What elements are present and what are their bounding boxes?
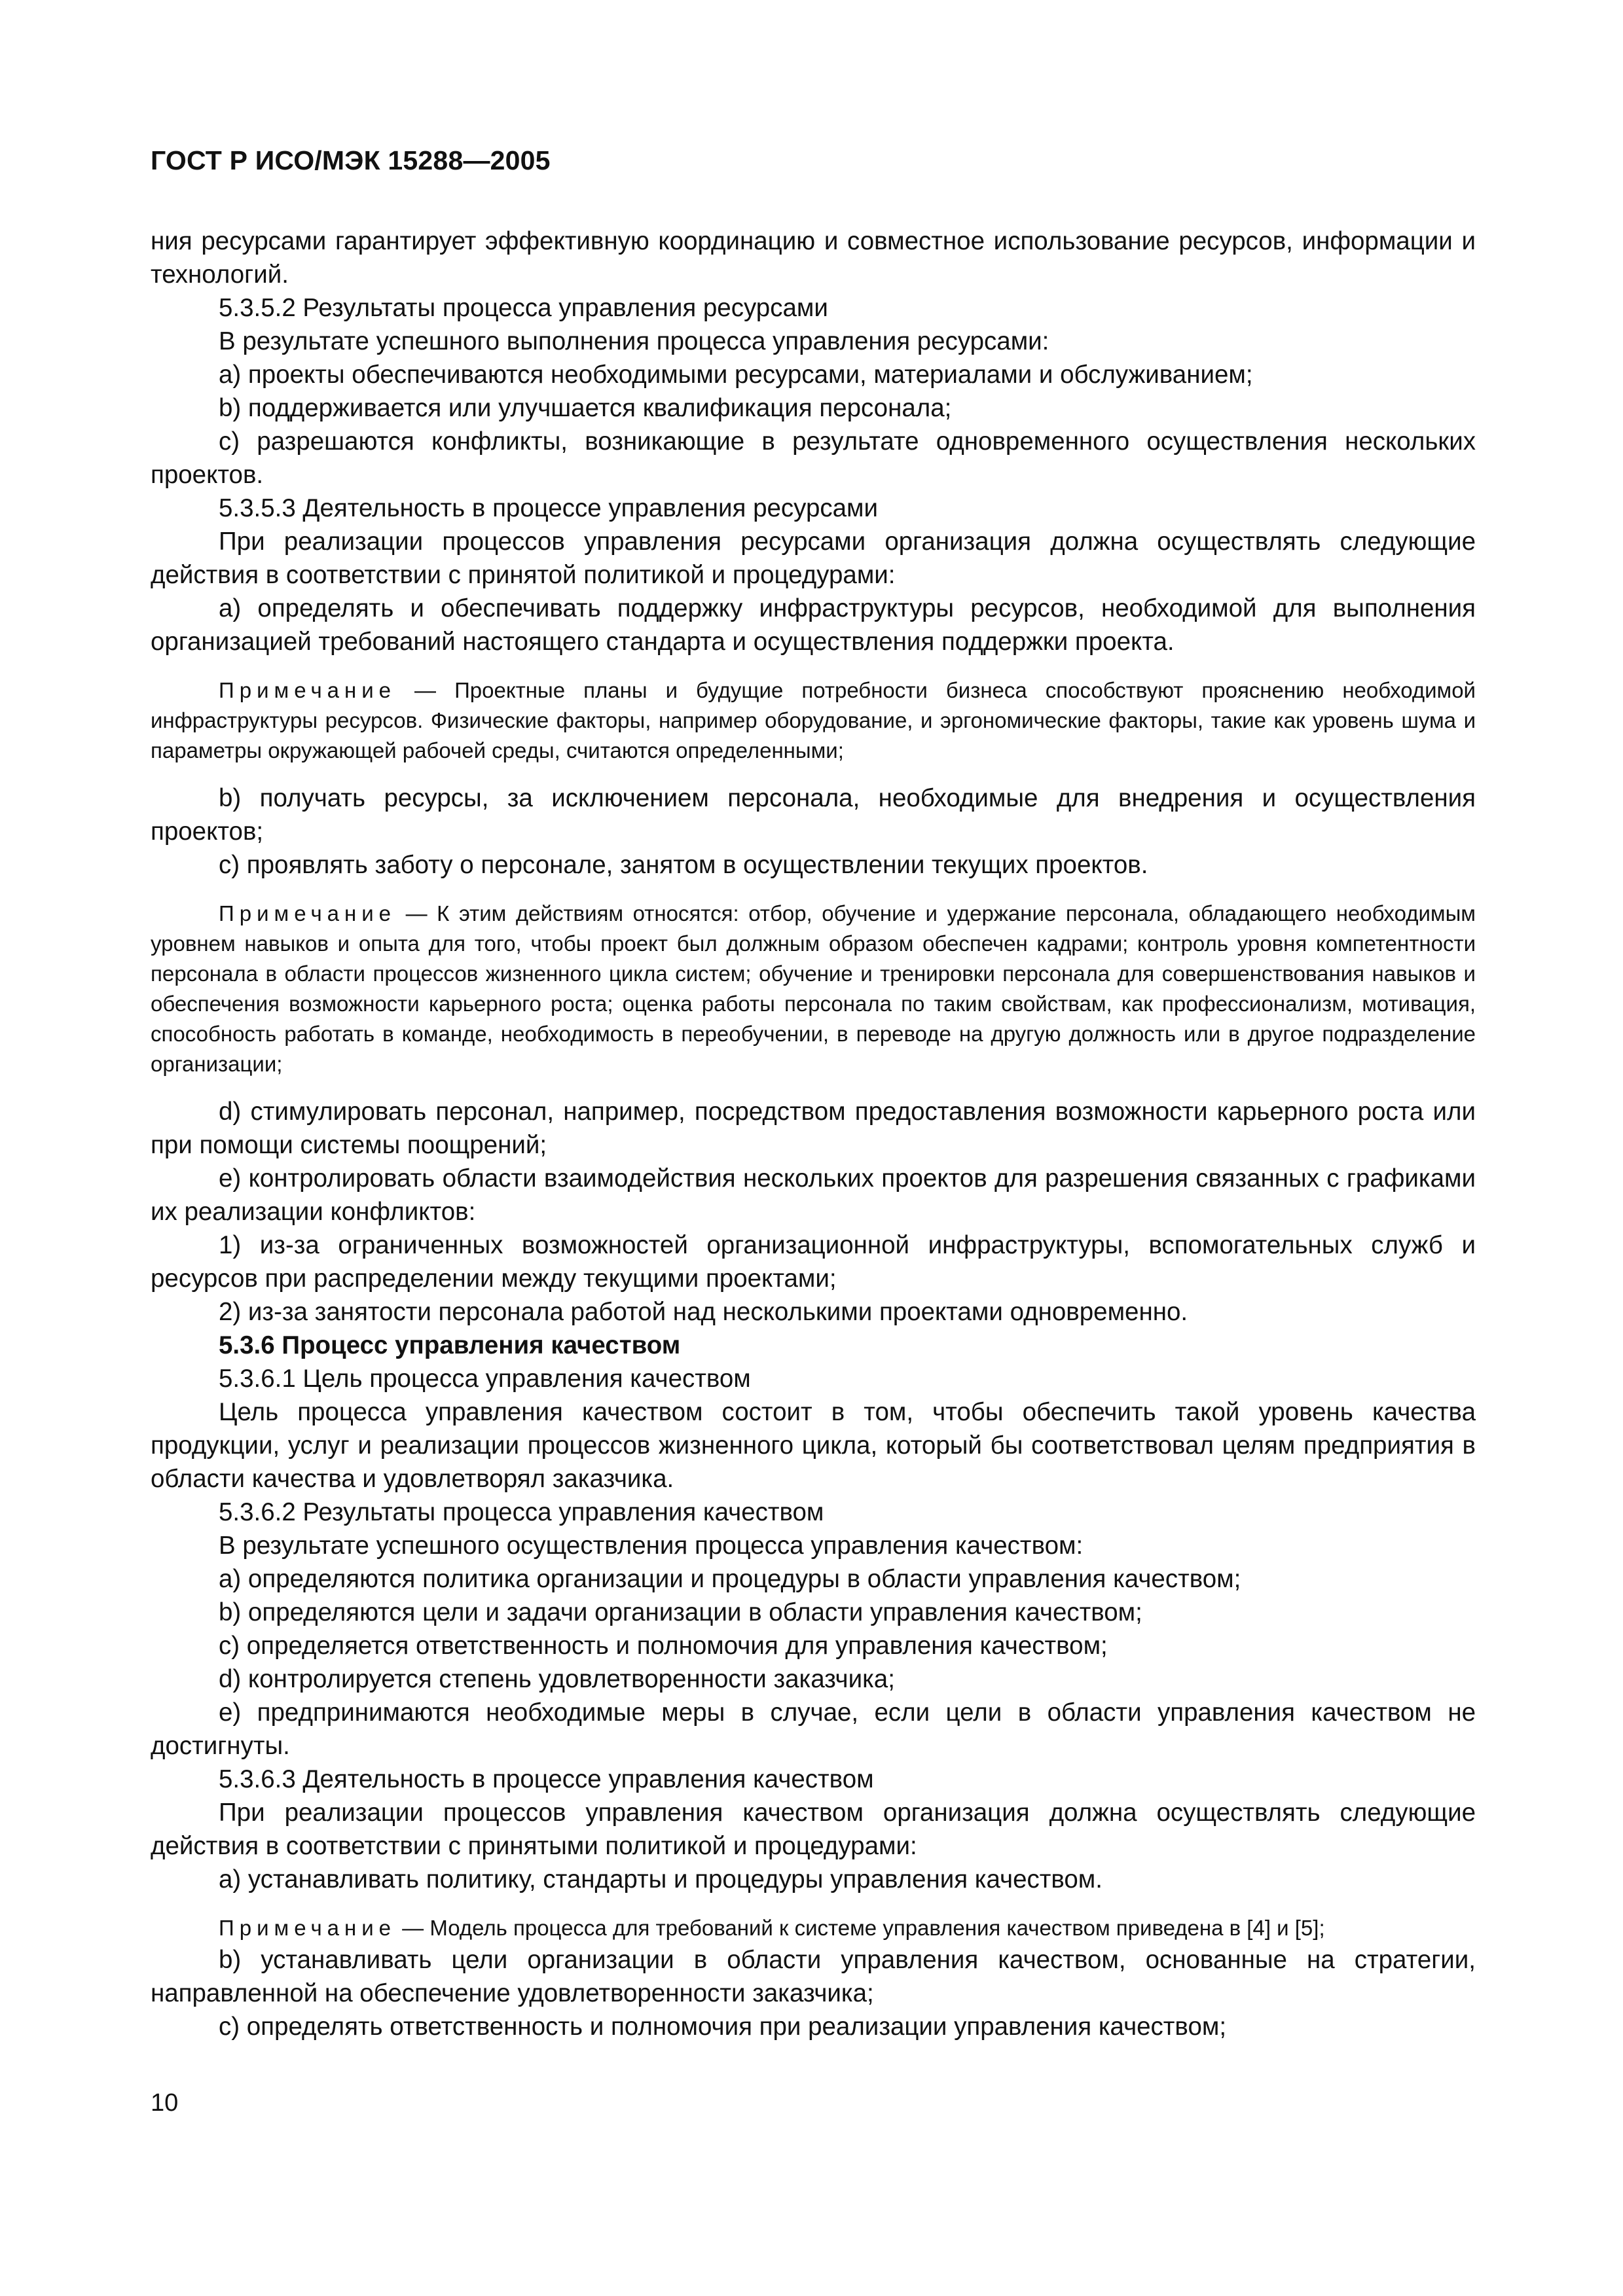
note-label: Примечание [219,1916,397,1940]
paragraph: При реализации процессов управления качеством организация должна осуществлять следующие действия в соответствии с принятыми политикой и процедурами: [151,1799,1476,1860]
list-item: b) определяются цели и задачи организации в области управления качеством; [219,1598,1142,1626]
note-label: Примечание [219,901,397,925]
list-item: e) предпринимаются необходимые меры в случае, если цели в области управления качеством не достигнуты. [151,1698,1476,1760]
note-text: — Модель процесса для требований к системе управления качеством приведена в [4] и [5]; [396,1916,1325,1940]
spacer [151,882,1476,899]
section-heading-5-3-6-2: 5.3.6.2 Результаты процесса управления качеством [219,1498,824,1526]
section-heading-5-3-6-1: 5.3.6.1 Цель процесса управления качеством [219,1365,751,1393]
list-item: d) контролируется степень удовлетворенности заказчика; [219,1665,895,1693]
note [151,675,1476,766]
document-page [151,0,1476,2296]
list-item: c) проявлять заботу о персонале, занятом в осуществлении текущих проектов. [219,851,1148,879]
page-number: 10 [151,2089,179,2117]
list-item: a) устанавливать политику, стандарты и процедуры управления качеством. [219,1865,1103,1893]
paragraph-continuation: ния ресурсами гарантирует эффективную координацию и совместное использование ресурсов, информации и технологий. [151,227,1476,289]
section-heading-5-3-6-3: 5.3.6.3 Деятельность в процессе управления качеством [219,1765,874,1793]
paragraph: Цель процесса управления качеством состоит в том, чтобы обеспечить такой уровень качества продукции, услуг и реализации процессов жизненного цикла, который бы соответствовал целям предприятия в области качества и удовлетворял заказчика. [151,1398,1476,1493]
note [151,899,1476,1079]
list-item: c) разрешаются конфликты, возникающие в результате одновременного осуществления нескольких проектов. [151,427,1476,489]
spacer [151,658,1476,675]
paragraph: В результате успешного осуществления процесса управления качеством: [219,1532,1084,1560]
note [151,1913,1476,1943]
section-heading-5-3-6: 5.3.6 Процесс управления качеством [219,1331,681,1359]
list-item: 2) из-за занятости персонала работой над несколькими проектами одновременно. [219,1298,1188,1326]
list-item: b) получать ресурсы, за исключением персонала, необходимые для внедрения и осуществления проектов; [151,784,1476,846]
list-item: a) проекты обеспечиваются необходимыми ресурсами, материалами и обслуживанием; [219,361,1253,389]
spacer [151,1079,1476,1095]
document-body [151,224,1476,2043]
list-item: e) контролировать области взаимодействия нескольких проектов для разрешения связанных с графиками их реализации конфликтов: [151,1164,1476,1226]
note-label: Примечание [219,678,397,702]
list-item: c) определяется ответственность и полномочия для управления качеством; [219,1632,1108,1660]
section-heading-5-3-5-2: 5.3.5.2 Результаты процесса управления ресурсами [219,294,828,322]
section-heading-5-3-5-3: 5.3.5.3 Деятельность в процессе управления ресурсами [219,494,879,522]
paragraph: В результате успешного выполнения процесса управления ресурсами: [219,327,1049,355]
list-item: a) определять и обеспечивать поддержку инфраструктуры ресурсов, необходимой для выполнения организацией требований настоящего стандарта и осуществления поддержки проекта. [151,594,1476,656]
paragraph: При реализации процессов управления ресурсами организация должна осуществлять следующие действия в соответствии с принятой политикой и процедурами: [151,528,1476,589]
list-item: c) определять ответственность и полномочия при реализации управления качеством; [219,2013,1227,2041]
document-header-title: ГОСТ Р ИСО/МЭК 15288—2005 [151,145,551,175]
list-item: d) стимулировать персонал, например, посредством предоставления возможности карьерного роста или при помощи системы поощрений; [151,1098,1476,1159]
list-item: a) определяются политика организации и процедуры в области управления качеством; [219,1565,1241,1593]
list-item: b) поддерживается или улучшается квалификация персонала; [219,394,952,422]
note-text: — К этим действиям относятся: отбор, обучение и удержание персонала, обладающего необходимым уровнем навыков и опыта для того, чтобы проект был должным образом обеспечен кадрами; контроль уровня компетентности персонала в области процессов жизненного цикла систем; обучение и тренировки персонала для совершенствования навыков и обеспечения возможности карьерного роста; оценка работы персонала по таким свойствам, как профессионализм, мотивация, способность работать в команде, необходимость в переобучении, в переводе на другую должность или в другое подразделение организации; [151,901,1476,1076]
list-item: 1) из-за ограниченных возможностей организационной инфраструктуры, вспомогательных служб и ресурсов при распределении между текущими проектами; [151,1231,1476,1293]
spacer [151,1896,1476,1913]
list-item: b) устанавливать цели организации в области управления качеством, основанные на стратегии, направленной на обеспечение удовлетворенности заказчика; [151,1946,1476,2007]
note-text: — Проектные планы и будущие потребности бизнеса способствуют прояснению необходимой инфраструктуры ресурсов. Физические факторы, например оборудование, и эргономические факторы, такие как уровень шума и параметры окружающей рабочей среды, считаются определенными; [151,678,1476,762]
spacer [151,766,1476,781]
